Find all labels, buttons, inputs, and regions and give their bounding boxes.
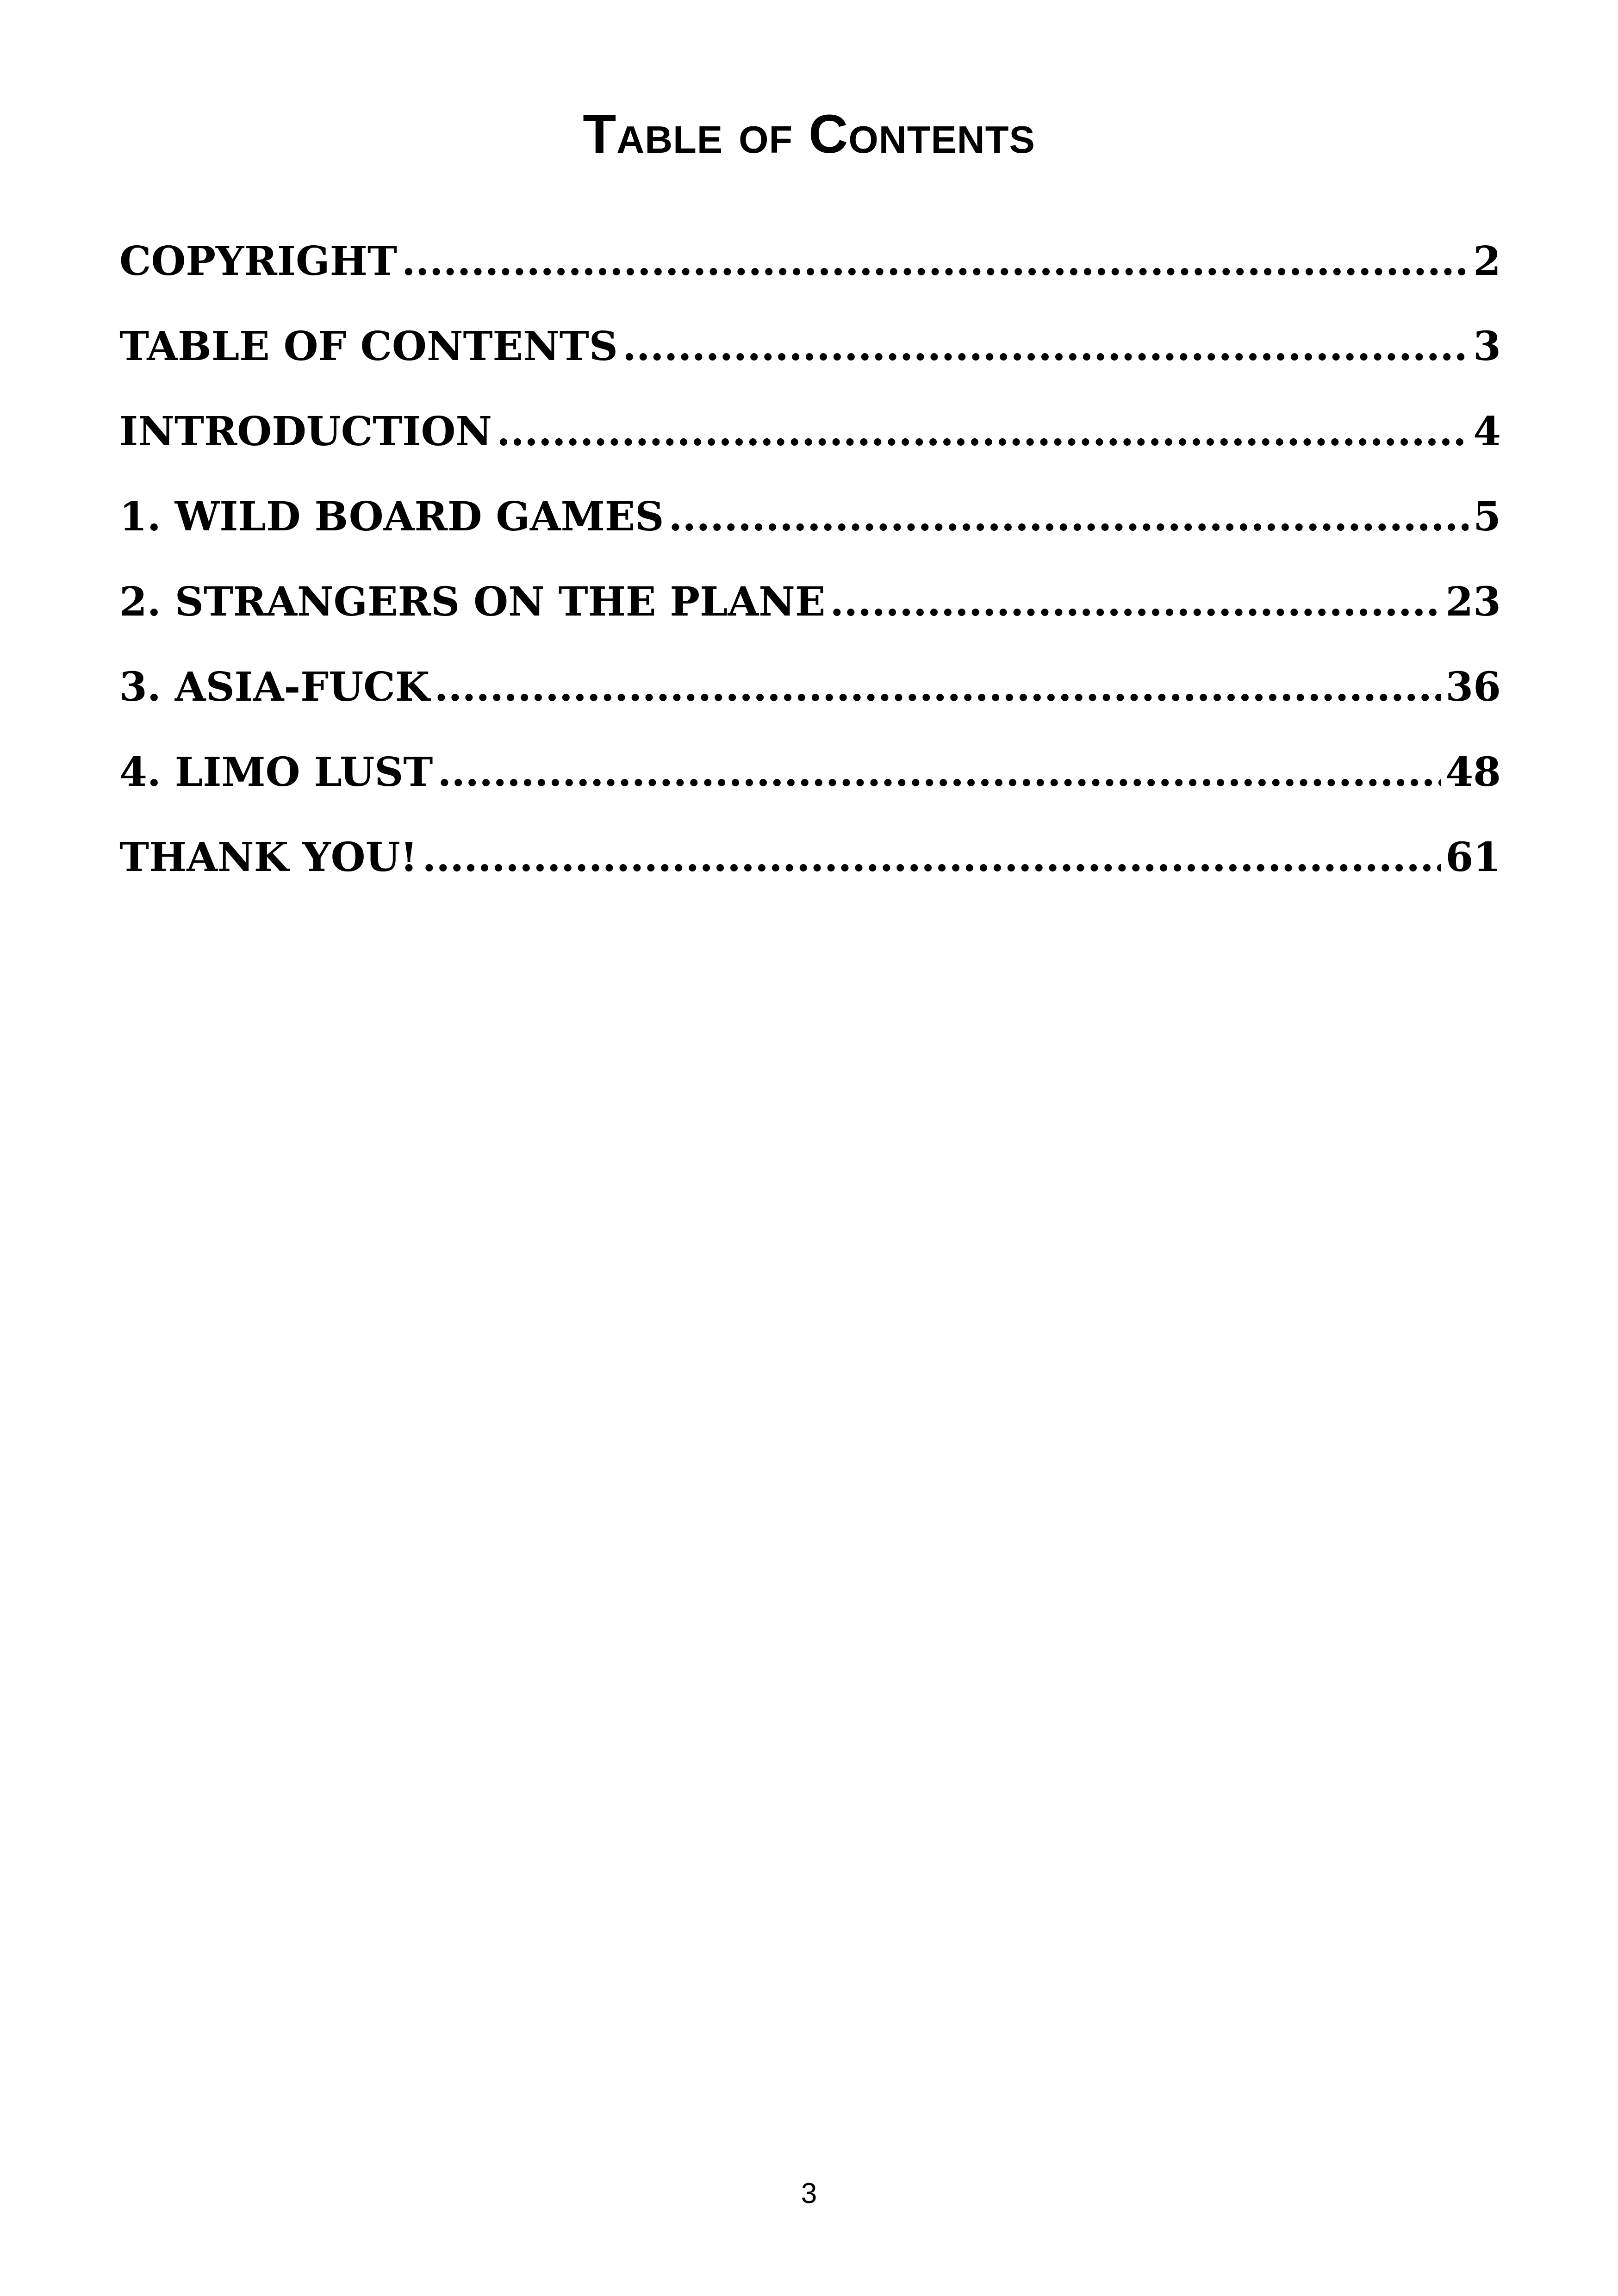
toc-entry-label: 1. WILD BOARD GAMES [119,493,664,540]
toc-entry-page: 36 [1445,664,1501,710]
page-number: 3 [801,2178,817,2209]
toc-entry-chapter-4[interactable] [119,738,1501,823]
toc-entry-page: 5 [1473,493,1501,540]
toc-entry-introduction[interactable] [119,397,1501,482]
toc-entry-label: THANK YOU! [119,834,418,881]
toc-entry-label: INTRODUCTION [119,408,492,455]
toc-entry-chapter-2[interactable] [119,567,1501,653]
dot-leader [622,312,1469,381]
dot-leader [830,567,1441,637]
toc-entry-page: 23 [1445,579,1501,625]
toc-entry-page: 48 [1445,749,1501,796]
toc-entry-label: TABLE OF CONTENTS [119,323,618,370]
toc-entry-chapter-3[interactable] [119,653,1501,738]
toc-entry-page: 3 [1473,323,1501,370]
table-of-contents [119,227,1501,908]
toc-entry-copyright[interactable] [119,227,1501,312]
dot-leader [422,823,1441,892]
toc-entry-page: 4 [1473,408,1501,455]
page-title: Table of Contents [583,104,1035,165]
dot-leader [434,653,1441,722]
toc-entry-label: 2. STRANGERS ON THE PLANE [119,579,826,625]
toc-entry-label: COPYRIGHT [119,238,397,285]
toc-entry-chapter-1[interactable] [119,482,1501,567]
toc-entry-label: 4. LIMO LUST [119,749,433,796]
dot-leader [668,482,1469,552]
dot-leader [497,397,1469,467]
toc-entry-thank-you[interactable] [119,823,1501,908]
dot-leader [437,738,1441,807]
toc-entry-page: 61 [1445,834,1501,881]
dot-leader [402,227,1469,296]
toc-entry-page: 2 [1473,238,1501,285]
toc-entry-table-of-contents[interactable] [119,312,1501,397]
toc-entry-label: 3. ASIA-FUCK [119,664,430,710]
